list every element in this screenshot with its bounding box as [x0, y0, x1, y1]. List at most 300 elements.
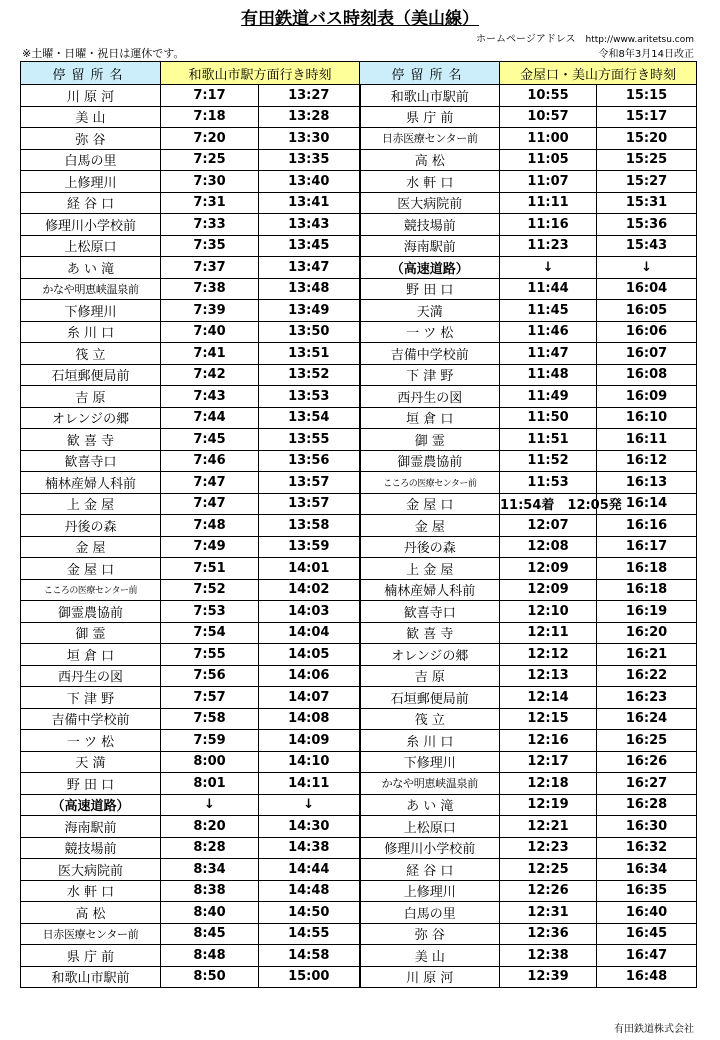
- revision-date: 令和8年3月14日改正: [598, 49, 694, 60]
- stop-name: 白馬の里: [360, 902, 500, 924]
- departure-time: 16:09: [597, 386, 697, 408]
- departure-time: 7:35: [161, 235, 259, 257]
- stop-name: 海南駅前: [360, 235, 500, 257]
- table-row: [21, 472, 697, 494]
- departure-time: 12:07: [500, 515, 597, 537]
- departure-time: 16:10: [597, 407, 697, 429]
- stop-name: 丹後の森: [21, 515, 161, 537]
- departure-time: 11:07: [500, 171, 597, 193]
- stop-name: 楠林産婦人科前: [21, 472, 161, 494]
- table-row: [21, 945, 697, 967]
- departure-time: 7:52: [161, 579, 259, 601]
- departure-time: 14:30: [259, 816, 360, 838]
- departure-time: 12:14: [500, 687, 597, 709]
- table-row: [21, 321, 697, 343]
- company-name: 有田鉄道株式会社: [614, 1024, 694, 1035]
- stop-name: 競技場前: [21, 837, 161, 859]
- stop-name: 吉 原: [21, 386, 161, 408]
- table-row: [21, 708, 697, 730]
- departure-time: 14:05: [259, 644, 360, 666]
- table-row: [21, 386, 697, 408]
- departure-time: 16:28: [597, 794, 697, 816]
- departure-time: 14:38: [259, 837, 360, 859]
- departure-time: 13:49: [259, 300, 360, 322]
- departure-time: 13:41: [259, 192, 360, 214]
- table-row: [21, 880, 697, 902]
- departure-time: 15:36: [597, 214, 697, 236]
- stop-name: 下 津 野: [21, 687, 161, 709]
- stop-name: 上松原口: [360, 816, 500, 838]
- stop-name: 御 霊: [21, 622, 161, 644]
- departure-time: 15:15: [597, 85, 697, 107]
- stop-name: 美 山: [21, 106, 161, 128]
- stop-name: 歓喜寺口: [360, 601, 500, 623]
- table-row: [21, 85, 697, 107]
- stop-name: 弥 谷: [21, 128, 161, 150]
- table-row: [21, 966, 697, 988]
- departure-time: 12:13: [500, 665, 597, 687]
- departure-time: 16:18: [597, 579, 697, 601]
- stop-name: 歓喜寺口: [21, 450, 161, 472]
- departure-time: 7:54: [161, 622, 259, 644]
- departure-time: 14:11: [259, 773, 360, 795]
- departure-time: 11:50: [500, 407, 597, 429]
- departure-time: 7:17: [161, 85, 259, 107]
- departure-time: 15:20: [597, 128, 697, 150]
- departure-time: 12:17: [500, 751, 597, 773]
- table-row: [21, 106, 697, 128]
- departure-time: 15:27: [597, 171, 697, 193]
- departure-time: ↓: [500, 257, 597, 279]
- departure-time: 15:00: [259, 966, 360, 988]
- departure-time: 13:59: [259, 536, 360, 558]
- stop-name: 吉 原: [360, 665, 500, 687]
- departure-time: 13:30: [259, 128, 360, 150]
- departure-time: 11:44: [500, 278, 597, 300]
- stop-name: 県 庁 前: [21, 945, 161, 967]
- departure-time: 8:34: [161, 859, 259, 881]
- departure-time: 7:49: [161, 536, 259, 558]
- departure-time: 8:00: [161, 751, 259, 773]
- departure-time: 16:20: [597, 622, 697, 644]
- departure-time: 16:19: [597, 601, 697, 623]
- table-row: [21, 536, 697, 558]
- departure-time: 16:24: [597, 708, 697, 730]
- departure-time: 11:46: [500, 321, 597, 343]
- stop-name: 楠林産婦人科前: [360, 579, 500, 601]
- stop-name: こころの医療センター前: [21, 579, 161, 601]
- timetable: [20, 61, 697, 988]
- stop-name: 上松原口: [21, 235, 161, 257]
- departure-time: 16:12: [597, 450, 697, 472]
- departure-time: 13:51: [259, 343, 360, 365]
- stop-name: 上修理川: [360, 880, 500, 902]
- departure-time: 16:06: [597, 321, 697, 343]
- homepage-label: ホームページアドレス: [476, 34, 576, 45]
- departure-time: 14:48: [259, 880, 360, 902]
- stop-name: 石垣郵便局前: [21, 364, 161, 386]
- stop-name: 一 ツ 松: [360, 321, 500, 343]
- stop-name: 金 屋 口: [360, 493, 500, 515]
- departure-time: 11:53: [500, 472, 597, 494]
- table-row: [21, 364, 697, 386]
- departure-time: 7:39: [161, 300, 259, 322]
- table-row: [21, 278, 697, 300]
- departure-time: 15:25: [597, 149, 697, 171]
- stop-name: 上 金 屋: [21, 493, 161, 515]
- stop-name: 金 屋: [21, 536, 161, 558]
- departure-time: 16:40: [597, 902, 697, 924]
- departure-time: 13:43: [259, 214, 360, 236]
- stop-name: 糸 川 口: [21, 321, 161, 343]
- table-row: [21, 450, 697, 472]
- stop-name: 西丹生の図: [21, 665, 161, 687]
- stop-name: 川 原 河: [21, 85, 161, 107]
- timetable-header-row: [21, 62, 697, 85]
- table-row: [21, 730, 697, 752]
- stop-name: 糸 川 口: [360, 730, 500, 752]
- table-row: [21, 902, 697, 924]
- departure-time: 13:47: [259, 257, 360, 279]
- departure-time: 12:09: [500, 558, 597, 580]
- departure-time: 13:52: [259, 364, 360, 386]
- departure-time: 16:07: [597, 343, 697, 365]
- table-row: [21, 343, 697, 365]
- stop-name: こころの医療センター前: [360, 472, 500, 494]
- stop-name: （高速道路）: [360, 257, 500, 279]
- departure-time: 13:40: [259, 171, 360, 193]
- table-row: [21, 128, 697, 150]
- departure-time: 7:38: [161, 278, 259, 300]
- stop-name: 丹後の森: [360, 536, 500, 558]
- table-row: [21, 837, 697, 859]
- departure-time: 16:34: [597, 859, 697, 881]
- departure-time: 8:20: [161, 816, 259, 838]
- stop-name: オレンジの郷: [21, 407, 161, 429]
- stop-name: 和歌山市駅前: [360, 85, 500, 107]
- departure-time: 11:11: [500, 192, 597, 214]
- stop-name: 御霊農協前: [21, 601, 161, 623]
- departure-time: 14:50: [259, 902, 360, 924]
- departure-time: 16:30: [597, 816, 697, 838]
- departure-time: 14:03: [259, 601, 360, 623]
- table-row: [21, 257, 697, 279]
- departure-time: 7:25: [161, 149, 259, 171]
- departure-time: 16:05: [597, 300, 697, 322]
- departure-time: 11:54着 12:05発: [500, 493, 597, 515]
- departure-time: 12:08: [500, 536, 597, 558]
- stop-name: 吉備中学校前: [360, 343, 500, 365]
- stop-name: 経 谷 口: [360, 859, 500, 881]
- departure-time: 7:59: [161, 730, 259, 752]
- departure-time: 16:27: [597, 773, 697, 795]
- departure-time: 13:55: [259, 429, 360, 451]
- table-row: [21, 751, 697, 773]
- departure-time: 10:55: [500, 85, 597, 107]
- table-row: [21, 923, 697, 945]
- stop-name: あ い 滝: [360, 794, 500, 816]
- departure-time: 8:50: [161, 966, 259, 988]
- stop-name: 垣 倉 口: [360, 407, 500, 429]
- departure-time: 16:48: [597, 966, 697, 988]
- departure-time: 16:16: [597, 515, 697, 537]
- stop-name: 川 原 河: [360, 966, 500, 988]
- stop-name: 天 満: [21, 751, 161, 773]
- departure-time: 11:52: [500, 450, 597, 472]
- departure-time: 7:31: [161, 192, 259, 214]
- table-row: [21, 171, 697, 193]
- departure-time: 16:11: [597, 429, 697, 451]
- departure-time: 16:21: [597, 644, 697, 666]
- departure-time: 12:19: [500, 794, 597, 816]
- stop-name: 筏 立: [21, 343, 161, 365]
- departure-time: 7:45: [161, 429, 259, 451]
- stop-name: 修理川小学校前: [360, 837, 500, 859]
- table-row: [21, 429, 697, 451]
- stop-name: 弥 谷: [360, 923, 500, 945]
- stop-name: 野 田 口: [21, 773, 161, 795]
- stop-name: 医大病院前: [21, 859, 161, 881]
- stop-name: かなや明恵峡温泉前: [21, 278, 161, 300]
- departure-time: 14:07: [259, 687, 360, 709]
- departure-time: 12:11: [500, 622, 597, 644]
- departure-time: 13:50: [259, 321, 360, 343]
- departure-time: 13:27: [259, 85, 360, 107]
- stop-name: 天満: [360, 300, 500, 322]
- departure-time: 15:17: [597, 106, 697, 128]
- departure-time: 15:43: [597, 235, 697, 257]
- stop-name: 下 津 野: [360, 364, 500, 386]
- departure-time: 7:33: [161, 214, 259, 236]
- departure-time: 16:35: [597, 880, 697, 902]
- table-row: [21, 235, 697, 257]
- stop-name: 日赤医療センター前: [21, 923, 161, 945]
- table-row: [21, 622, 697, 644]
- departure-time: 16:13: [597, 472, 697, 494]
- departure-time: 16:04: [597, 278, 697, 300]
- table-row: [21, 149, 697, 171]
- departure-time: 12:18: [500, 773, 597, 795]
- stop-name: 水 軒 口: [360, 171, 500, 193]
- departure-time: 7:57: [161, 687, 259, 709]
- departure-time: 11:47: [500, 343, 597, 365]
- departure-time: 11:49: [500, 386, 597, 408]
- departure-time: 12:16: [500, 730, 597, 752]
- departure-time: 16:47: [597, 945, 697, 967]
- header-times-right: 金屋口・美山方面行き時刻: [500, 62, 697, 85]
- stop-name: 金 屋 口: [21, 558, 161, 580]
- departure-time: 8:48: [161, 945, 259, 967]
- departure-time: 12:31: [500, 902, 597, 924]
- stop-name: 野 田 口: [360, 278, 500, 300]
- departure-time: 14:58: [259, 945, 360, 967]
- departure-time: 13:53: [259, 386, 360, 408]
- stop-name: 水 軒 口: [21, 880, 161, 902]
- table-row: [21, 558, 697, 580]
- departure-time: 14:10: [259, 751, 360, 773]
- departure-time: 13:35: [259, 149, 360, 171]
- header-stop-left: 停留所名: [21, 62, 161, 85]
- departure-time: 7:18: [161, 106, 259, 128]
- stop-name: （高速道路）: [21, 794, 161, 816]
- departure-time: 7:47: [161, 493, 259, 515]
- stop-name: 石垣郵便局前: [360, 687, 500, 709]
- departure-time: 8:28: [161, 837, 259, 859]
- table-row: [21, 515, 697, 537]
- stop-name: 一 ツ 松: [21, 730, 161, 752]
- departure-time: 16:45: [597, 923, 697, 945]
- departure-time: ↓: [259, 794, 360, 816]
- departure-time: 14:06: [259, 665, 360, 687]
- departure-time: 12:25: [500, 859, 597, 881]
- departure-time: 12:26: [500, 880, 597, 902]
- service-note: ※土曜・日曜・祝日は運休です。: [22, 47, 185, 60]
- stop-name: 上 金 屋: [360, 558, 500, 580]
- departure-time: 14:44: [259, 859, 360, 881]
- table-row: [21, 665, 697, 687]
- stop-name: 日赤医療センター前: [360, 128, 500, 150]
- departure-time: 13:48: [259, 278, 360, 300]
- departure-time: 16:26: [597, 751, 697, 773]
- departure-time: 13:54: [259, 407, 360, 429]
- departure-time: 7:47: [161, 472, 259, 494]
- departure-time: 14:02: [259, 579, 360, 601]
- departure-time: 12:39: [500, 966, 597, 988]
- departure-time: 16:23: [597, 687, 697, 709]
- stop-name: 金 屋: [360, 515, 500, 537]
- stop-name: 医大病院前: [360, 192, 500, 214]
- departure-time: 11:23: [500, 235, 597, 257]
- departure-time: 11:51: [500, 429, 597, 451]
- stop-name: 経 谷 口: [21, 192, 161, 214]
- departure-time: 13:57: [259, 472, 360, 494]
- stop-name: オレンジの郷: [360, 644, 500, 666]
- stop-name: 吉備中学校前: [21, 708, 161, 730]
- departure-time: 12:38: [500, 945, 597, 967]
- departure-time: 14:08: [259, 708, 360, 730]
- departure-time: ↓: [161, 794, 259, 816]
- stop-name: 和歌山市駅前: [21, 966, 161, 988]
- departure-time: 11:00: [500, 128, 597, 150]
- table-row: [21, 644, 697, 666]
- departure-time: 7:53: [161, 601, 259, 623]
- departure-time: 7:55: [161, 644, 259, 666]
- stop-name: あ い 滝: [21, 257, 161, 279]
- departure-time: 16:22: [597, 665, 697, 687]
- departure-time: 14:09: [259, 730, 360, 752]
- departure-time: 16:08: [597, 364, 697, 386]
- page-title: 有田鉄道バス時刻表（美山線）: [241, 9, 479, 29]
- departure-time: 12:15: [500, 708, 597, 730]
- stop-name: 筏 立: [360, 708, 500, 730]
- departure-time: 14:01: [259, 558, 360, 580]
- departure-time: 12:09: [500, 579, 597, 601]
- stop-name: 上修理川: [21, 171, 161, 193]
- departure-time: 7:56: [161, 665, 259, 687]
- departure-time: 12:21: [500, 816, 597, 838]
- departure-time: 14:04: [259, 622, 360, 644]
- departure-time: 8:01: [161, 773, 259, 795]
- departure-time: 7:58: [161, 708, 259, 730]
- departure-time: 7:46: [161, 450, 259, 472]
- departure-time: 16:32: [597, 837, 697, 859]
- table-row: [21, 773, 697, 795]
- table-row: [21, 407, 697, 429]
- departure-time: 7:44: [161, 407, 259, 429]
- departure-time: 14:55: [259, 923, 360, 945]
- departure-time: 16:14: [597, 493, 697, 515]
- stop-name: 美 山: [360, 945, 500, 967]
- stop-name: 御 霊: [360, 429, 500, 451]
- stop-name: 修理川小学校前: [21, 214, 161, 236]
- stop-name: 白馬の里: [21, 149, 161, 171]
- stop-name: 高 松: [360, 149, 500, 171]
- header-stop-right: 停留所名: [360, 62, 500, 85]
- departure-time: 11:05: [500, 149, 597, 171]
- stop-name: 競技場前: [360, 214, 500, 236]
- table-row: [21, 601, 697, 623]
- table-row: [21, 859, 697, 881]
- departure-time: 7:48: [161, 515, 259, 537]
- stop-name: 県 庁 前: [360, 106, 500, 128]
- stop-name: 歓 喜 寺: [21, 429, 161, 451]
- homepage-info: [476, 30, 694, 45]
- stop-name: 歓 喜 寺: [360, 622, 500, 644]
- departure-time: 10:57: [500, 106, 597, 128]
- departure-time: 13:57: [259, 493, 360, 515]
- departure-time: 13:58: [259, 515, 360, 537]
- departure-time: 15:31: [597, 192, 697, 214]
- departure-time: 7:30: [161, 171, 259, 193]
- table-row: [21, 493, 697, 515]
- departure-time: ↓: [597, 257, 697, 279]
- departure-time: 13:28: [259, 106, 360, 128]
- departure-time: 12:12: [500, 644, 597, 666]
- stop-name: 高 松: [21, 902, 161, 924]
- departure-time: 8:40: [161, 902, 259, 924]
- table-row: [21, 300, 697, 322]
- table-row: [21, 687, 697, 709]
- departure-time: 7:42: [161, 364, 259, 386]
- departure-time: 8:38: [161, 880, 259, 902]
- departure-time: 7:51: [161, 558, 259, 580]
- departure-time: 16:17: [597, 536, 697, 558]
- homepage-url[interactable]: http://www.aritetsu.com: [585, 35, 694, 45]
- table-row: [21, 192, 697, 214]
- departure-time: 13:45: [259, 235, 360, 257]
- stop-name: 下修理川: [21, 300, 161, 322]
- table-row: [21, 794, 697, 816]
- stop-name: 御霊農協前: [360, 450, 500, 472]
- table-row: [21, 816, 697, 838]
- departure-time: 13:56: [259, 450, 360, 472]
- stop-name: 下修理川: [360, 751, 500, 773]
- departure-time: 12:23: [500, 837, 597, 859]
- departure-time: 16:18: [597, 558, 697, 580]
- departure-time: 8:45: [161, 923, 259, 945]
- departure-time: 7:40: [161, 321, 259, 343]
- departure-time: 11:45: [500, 300, 597, 322]
- stop-name: かなや明恵峡温泉前: [360, 773, 500, 795]
- departure-time: 12:36: [500, 923, 597, 945]
- stop-name: 西丹生の図: [360, 386, 500, 408]
- departure-time: 11:16: [500, 214, 597, 236]
- departure-time: 7:43: [161, 386, 259, 408]
- table-row: [21, 214, 697, 236]
- departure-time: 7:41: [161, 343, 259, 365]
- departure-time: 7:20: [161, 128, 259, 150]
- stop-name: 垣 倉 口: [21, 644, 161, 666]
